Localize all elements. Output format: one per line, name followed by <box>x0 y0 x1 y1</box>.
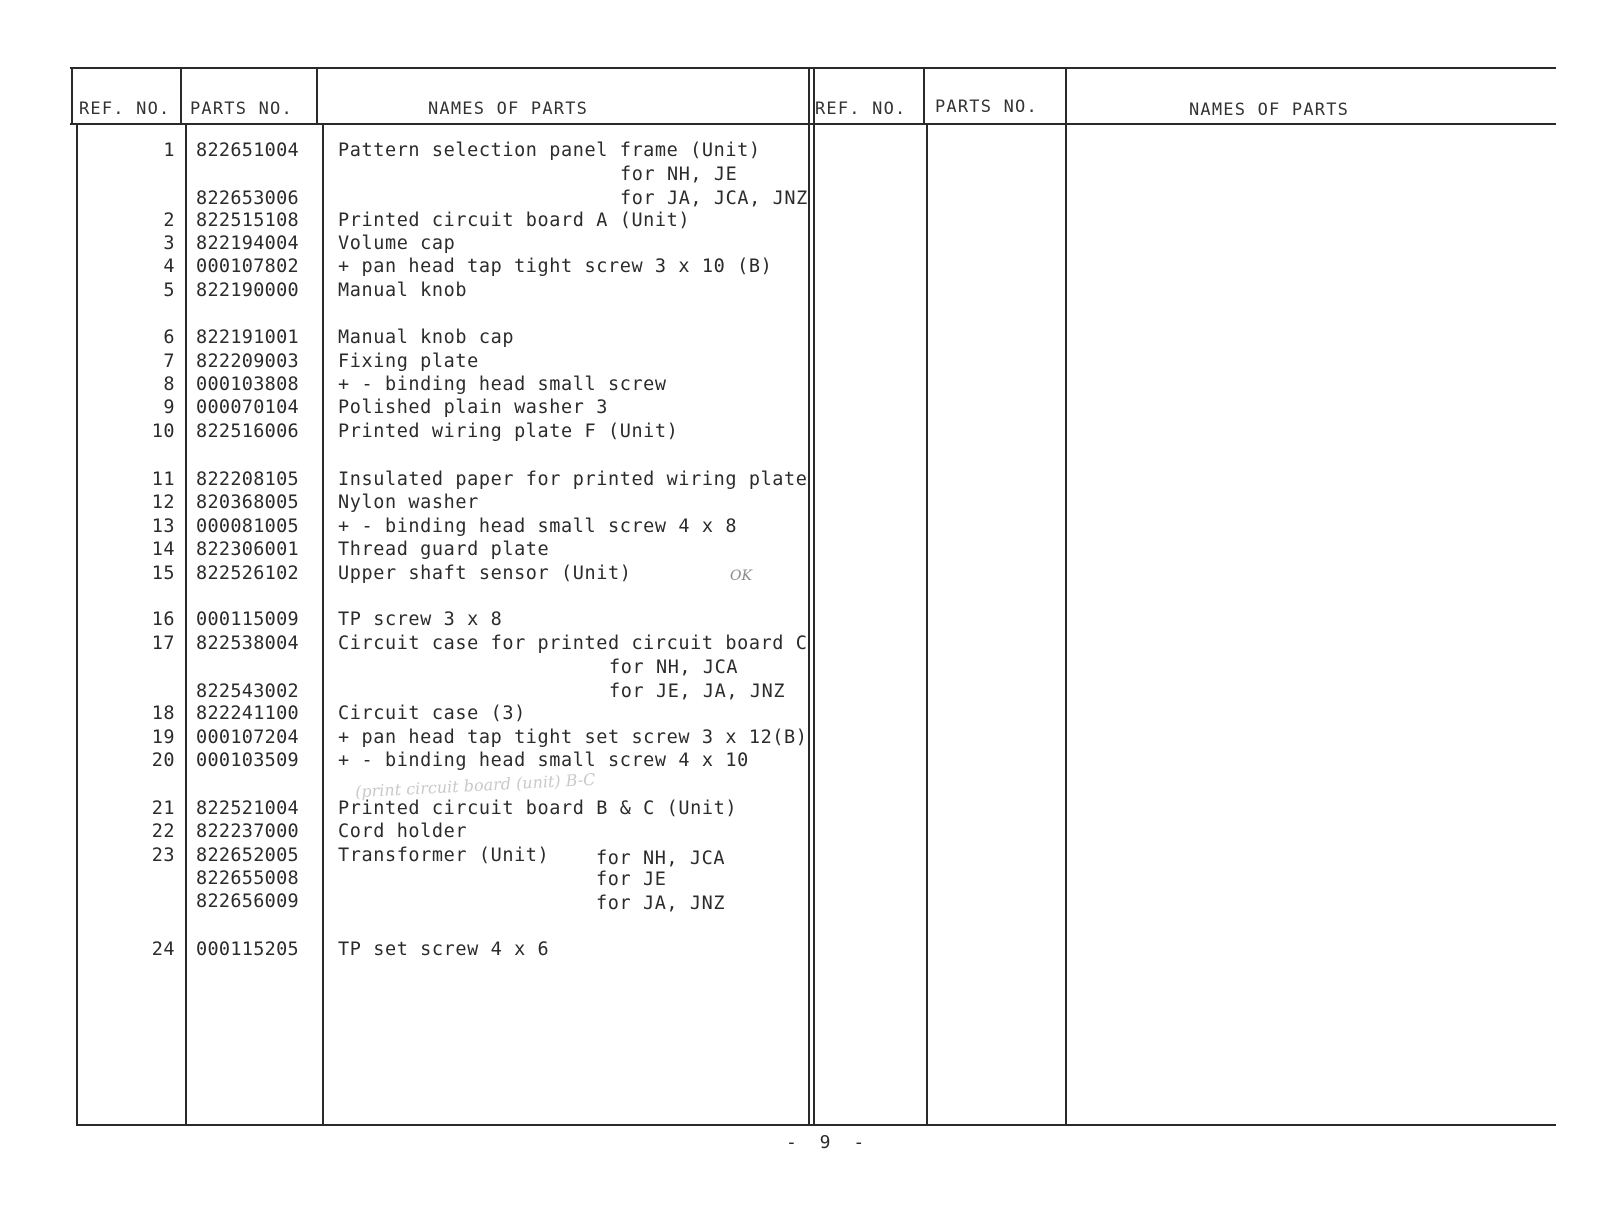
part-variant: for NH, JE <box>620 164 738 185</box>
part-variant: for JE <box>596 869 667 890</box>
part-name: Upper shaft sensor (Unit) <box>338 563 632 584</box>
table-row <box>0 938 830 962</box>
ref-no: 20 <box>151 750 175 771</box>
parts-no: 000103808 <box>196 374 299 395</box>
table-row <box>0 187 830 211</box>
part-name: Nylon washer <box>338 492 479 513</box>
table-row <box>0 468 830 492</box>
table-row <box>0 491 830 515</box>
table-row <box>0 702 830 726</box>
part-name: Circuit case (3) <box>338 703 526 724</box>
part-name: + - binding head small screw <box>338 374 667 395</box>
parts-no: 000115009 <box>196 609 299 630</box>
ref-no: 4 <box>163 256 175 277</box>
parts-no: 822194004 <box>196 233 299 254</box>
header-ref-no: REF. NO. <box>79 99 171 119</box>
ref-no: 2 <box>163 210 175 231</box>
parts-no: 000115205 <box>196 939 299 960</box>
part-name: Printed wiring plate F (Unit) <box>338 421 679 442</box>
table-row <box>0 420 830 444</box>
part-variant: for JE, JA, JNZ <box>609 681 786 702</box>
ref-no: 24 <box>151 939 175 960</box>
parts-no: 000070104 <box>196 397 299 418</box>
table-row <box>0 515 830 539</box>
part-name: Polished plain washer 3 <box>338 397 608 418</box>
right-parts-names-divider <box>1065 67 1067 1126</box>
ref-no: 10 <box>151 421 175 442</box>
parts-no: 820368005 <box>196 492 299 513</box>
table-row <box>0 820 830 844</box>
part-name: Transformer (Unit) <box>338 845 550 866</box>
table-row <box>0 890 830 914</box>
ref-no: 22 <box>151 821 175 842</box>
ref-no: 5 <box>163 280 175 301</box>
header-parts-no-right: PARTS NO. <box>935 97 1038 117</box>
part-name: + - binding head small screw 4 x 10 <box>338 750 749 771</box>
parts-no: 822208105 <box>196 469 299 490</box>
handwritten-ok-mark: OK <box>730 568 752 584</box>
ref-no: 1 <box>163 140 175 161</box>
table-row <box>0 163 830 187</box>
table-row <box>0 632 830 656</box>
part-variant: for NH, JCA <box>596 848 726 869</box>
ref-no: 14 <box>151 539 175 560</box>
table-row <box>0 867 830 891</box>
handwritten-note: (print circuit board (unit) B-C <box>354 769 596 802</box>
parts-no: 822190000 <box>196 280 299 301</box>
part-name: Manual knob <box>338 280 468 301</box>
page-number: - 9 - <box>786 1132 871 1153</box>
ref-no: 23 <box>151 845 175 866</box>
parts-no: 822656009 <box>196 891 299 912</box>
ref-no: 9 <box>163 397 175 418</box>
parts-no: 822306001 <box>196 539 299 560</box>
ref-no: 12 <box>151 492 175 513</box>
ref-no: 6 <box>163 327 175 348</box>
right-ref-parts-divider <box>923 67 925 124</box>
table-bottom-rule <box>76 1124 1556 1126</box>
part-name: Insulated paper for printed wiring plate <box>338 469 808 490</box>
table-row <box>0 749 830 773</box>
ref-no: 8 <box>163 374 175 395</box>
parts-no: 822237000 <box>196 821 299 842</box>
ref-no: 15 <box>151 563 175 584</box>
ref-no: 7 <box>163 351 175 372</box>
ref-no: 17 <box>151 633 175 654</box>
table-row <box>0 538 830 562</box>
table-row <box>0 373 830 397</box>
part-name: Manual knob cap <box>338 327 515 348</box>
table-row <box>0 844 830 868</box>
table-row <box>0 279 830 303</box>
ref-no: 3 <box>163 233 175 254</box>
parts-no: 000103509 <box>196 750 299 771</box>
part-variant: for JA, JNZ <box>596 893 726 914</box>
table-row <box>0 396 830 420</box>
ref-parts-divider <box>180 67 182 124</box>
parts-names-divider <box>316 67 318 124</box>
parts-no: 000107204 <box>196 727 299 748</box>
part-variant: for NH, JCA <box>609 657 739 678</box>
header-names-of-parts-right: NAMES OF PARTS <box>1189 100 1350 120</box>
ref-no: 21 <box>151 798 175 819</box>
header-names-of-parts: NAMES OF PARTS <box>428 99 589 119</box>
part-name: Circuit case for printed circuit board C <box>338 633 808 654</box>
table-left-rule <box>71 67 73 124</box>
part-name: + pan head tap tight screw 3 x 10 (B) <box>338 256 773 277</box>
table-row <box>0 680 830 704</box>
part-name: + pan head tap tight set screw 3 x 12(B) <box>338 727 808 748</box>
parts-no: 000081005 <box>196 516 299 537</box>
part-name: TP screw 3 x 8 <box>338 609 503 630</box>
part-name: + - binding head small screw 4 x 8 <box>338 516 738 537</box>
part-name: Printed circuit board B & C (Unit) <box>338 798 738 819</box>
parts-no: 822209003 <box>196 351 299 372</box>
parts-no: 822191001 <box>196 327 299 348</box>
parts-no: 822241100 <box>196 703 299 724</box>
table-row <box>0 255 830 279</box>
part-name: Cord holder <box>338 821 468 842</box>
parts-no: 822651004 <box>196 140 299 161</box>
table-row <box>0 139 830 163</box>
ref-no: 19 <box>151 727 175 748</box>
parts-no: 822515108 <box>196 210 299 231</box>
header-ref-no-right: REF. NO. <box>815 99 907 119</box>
ref-no: 16 <box>151 609 175 630</box>
table-row <box>0 562 830 586</box>
ref-no: 13 <box>151 516 175 537</box>
parts-no: 000107802 <box>196 256 299 277</box>
ref-no: 18 <box>151 703 175 724</box>
table-row <box>0 209 830 233</box>
table-row <box>0 726 830 750</box>
table-row <box>0 656 830 680</box>
part-name: Pattern selection panel frame (Unit) <box>338 140 761 161</box>
part-name: Printed circuit board A (Unit) <box>338 210 691 231</box>
parts-no: 822655008 <box>196 868 299 889</box>
parts-no: 822653006 <box>196 188 299 209</box>
table-row <box>0 350 830 374</box>
table-row <box>0 797 830 821</box>
header-parts-no: PARTS NO. <box>190 99 293 119</box>
table-row <box>0 232 830 256</box>
table-row <box>0 326 830 350</box>
parts-no: 822516006 <box>196 421 299 442</box>
part-name: Fixing plate <box>338 351 479 372</box>
table-row <box>0 608 830 632</box>
parts-no: 822521004 <box>196 798 299 819</box>
part-name: Volume cap <box>338 233 456 254</box>
part-variant: for JA, JCA, JNZ <box>620 188 808 209</box>
part-name: TP set screw 4 x 6 <box>338 939 550 960</box>
parts-no: 822652005 <box>196 845 299 866</box>
parts-no: 822538004 <box>196 633 299 654</box>
part-name: Thread guard plate <box>338 539 550 560</box>
right-ref-parts-divider-body <box>926 123 928 1126</box>
ref-no: 11 <box>151 469 175 490</box>
parts-no: 822543002 <box>196 681 299 702</box>
parts-no: 822526102 <box>196 563 299 584</box>
